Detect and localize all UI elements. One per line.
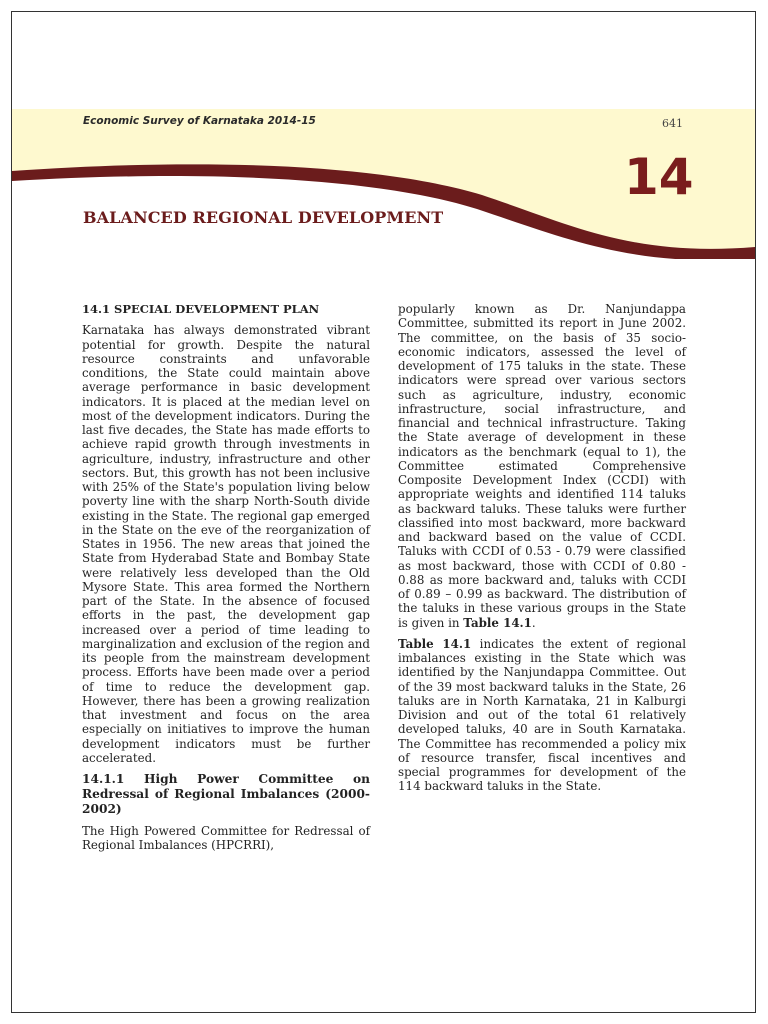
- paragraph-hpcrri-continued: [398, 302, 686, 630]
- paragraph-hpcrri-start: The High Powered Committee for Redressal of Regional Imbalances (HPCRRI),: [82, 824, 370, 853]
- paragraph-hpcrri-end: .: [531, 615, 536, 630]
- paragraph-table-summary-text: indicates the extent of regional imbalances existing in the State which was identified by the Nanjundappa Committee. Out of the 39 most backward taluks in the State, 26 taluks are in North Karnataka, 21 in Kalburgi Division and out of the total 61 relatively developed taluks, 40 are in South Karnataka. The Committee has recommended a policy mix of resource transfer, fiscal incentives and special programmes for development of the 114 backward taluks in the State.: [398, 636, 686, 794]
- subsection-heading: 14.1.1 High Power Committee on Redressal of Regional Imbalances (2000-2002): [82, 772, 370, 816]
- paragraph-hpcrri-text: popularly known as Dr. Nanjundappa Committee, submitted its report in June 2002. The committee, on the basis of 35 socio-economic indicators, assessed the level of development of 175 taluks in the state. These indicators were spread over various sectors such as agriculture, industry, economic infrastructure, social infrastructure, and financial and technical infrastructure. Taking the State average of development in these indicators as the benchmark (equal to 1), the Committee estimated Comprehensive Composite Development Index (CCDI) with appropriate weights and identified 114 taluks as backward taluks. These taluks were further classified into most backward, more backward and backward based on the value of CCDI. Taluks with CCDI of 0.53 - 0.79 were classified as most backward, those with CCDI of 0.80 - 0.88 as more backward and, taluks with CCDI of 0.89 – 0.99 as backward. The distribution of the taluks in these various groups in the State is given in: [398, 302, 686, 630]
- chapter-title: BALANCED REGIONAL DEVELOPMENT: [83, 208, 444, 227]
- column-left: [82, 302, 370, 853]
- section-heading: 14.1 SPECIAL DEVELOPMENT PLAN: [82, 302, 320, 316]
- chapter-number: 14: [624, 148, 694, 206]
- page-number: 641: [662, 117, 683, 130]
- table-reference: Table 14.1: [463, 615, 532, 630]
- table-reference: Table 14.1: [398, 636, 472, 651]
- column-right: [398, 302, 686, 801]
- running-title: Economic Survey of Karnataka 2014-15: [83, 115, 316, 127]
- paragraph-intro: Karnataka has always demonstrated vibrant potential for growth. Despite the natural resource constraints and unfavorable conditions, the State could maintain above average performance in basic development indicators. It is placed at the median level on most of the development indicators. During the last five decades, the State has made efforts to achieve rapid growth through investments in agriculture, industry, infrastructure and other sectors. But, this growth has not been inclusive with 25% of the State's population living below poverty line with the sharp North-South divide existing in the State. The regional gap emerged in the State on the eve of the reorganization of States in 1956. The new areas that joined the State from Hyderabad State and Bombay State were relatively less developed than the Old Mysore State. This area formed the Northern part of the State. In the absence of focused efforts in the past, the development gap increased over a period of time leading to marginalization and exclusion of the region and its people from the mainstream development process. Efforts have been made over a period of time to reduce the development gap. However, there has been a growing realization that investment and focus on the area especially on initiatives to improve the human development indicators must be further accelerated.: [82, 323, 370, 765]
- paragraph-table-summary: [398, 637, 686, 794]
